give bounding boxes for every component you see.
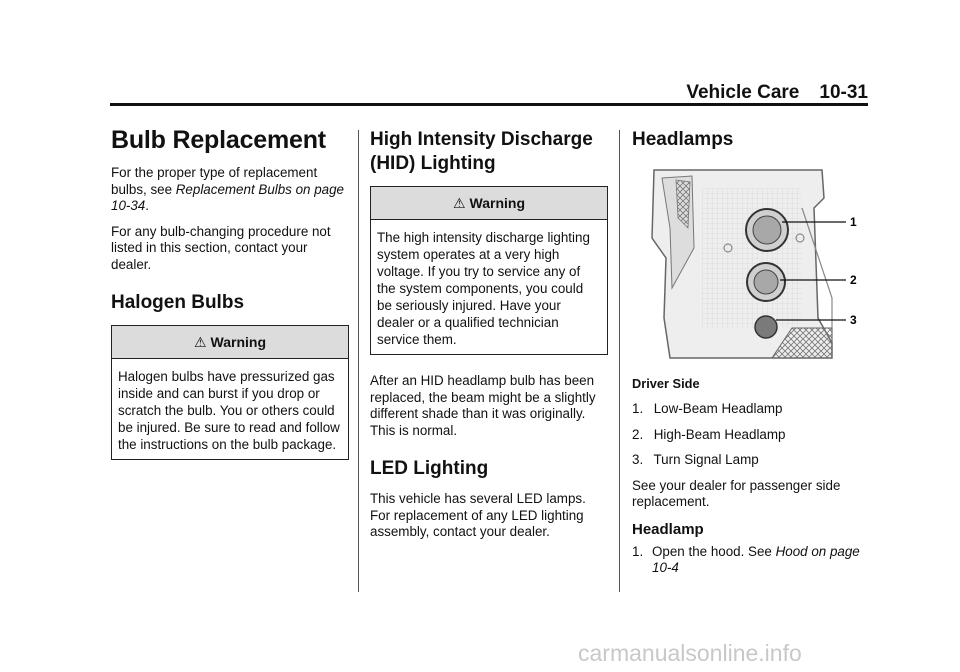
headlamp-subheading: Headlamp bbox=[632, 520, 704, 538]
bulb-procedure-paragraph: For any bulb-changing procedure not listed in this section, contact your dealer. bbox=[111, 223, 331, 272]
item-number: 3. bbox=[632, 452, 644, 467]
text: Open the hood. See bbox=[652, 543, 776, 559]
headlamp-diagram bbox=[632, 168, 868, 368]
warning-label: Warning bbox=[469, 195, 526, 211]
led-lighting-heading: LED Lighting bbox=[370, 458, 489, 479]
text: For the proper type of replacement bulbs, see bbox=[111, 165, 318, 197]
hid-lighting-heading: High Intensity Discharge (HID) Lighting bbox=[370, 129, 593, 174]
callout-3: 3 bbox=[850, 313, 857, 327]
warning-header bbox=[112, 326, 348, 359]
warning-text: The high intensity discharge lighting system operates at a very high voltage. If you try to service any of the system components, you could be seriously injured. Have your dealer or a qualified technician service them. bbox=[377, 230, 590, 347]
led-paragraph: This vehicle has several LED lamps. For replacement of any LED lighting assembly, contact your dealer. bbox=[370, 491, 586, 539]
header-rule bbox=[110, 103, 868, 106]
halogen-warning-box bbox=[111, 325, 349, 460]
halogen-bulbs-heading: Halogen Bulbs bbox=[111, 292, 245, 313]
warning-body bbox=[112, 359, 348, 459]
callout-list bbox=[632, 401, 868, 469]
warning-text: Halogen bulbs have pressurized gas inside and can burst if you drop or scratch the bulb. You or others could be injured. Be sure to read and follow the instructions on the bulb package. bbox=[118, 369, 340, 452]
warning-icon: ⚠ bbox=[193, 335, 207, 351]
figure-caption: Driver Side bbox=[632, 376, 700, 391]
warning-header bbox=[371, 187, 607, 220]
list-item bbox=[632, 427, 868, 444]
bulb-replacement-heading: Bulb Replacement bbox=[111, 126, 326, 154]
step-text bbox=[652, 544, 868, 577]
section-title: Vehicle Care bbox=[686, 82, 800, 103]
watermark: carmanualsonline.info bbox=[578, 640, 802, 666]
warning-body bbox=[371, 220, 607, 354]
text: . bbox=[145, 198, 149, 213]
item-number: 2. bbox=[632, 426, 644, 442]
item-number: 1. bbox=[632, 401, 644, 416]
headlamp-illustration bbox=[632, 168, 868, 368]
warning-icon: ⚠ bbox=[452, 196, 466, 212]
step-number: 1. bbox=[632, 543, 644, 559]
passenger-side-paragraph: See your dealer for passenger side replacement. bbox=[632, 477, 841, 509]
column-divider bbox=[358, 130, 359, 592]
hid-warning-box bbox=[370, 186, 608, 355]
item-label: Turn Signal Lamp bbox=[653, 452, 759, 467]
column-3 bbox=[632, 118, 868, 577]
column-2 bbox=[370, 118, 608, 550]
callout-2: 2 bbox=[850, 273, 857, 287]
callout-1: 1 bbox=[850, 215, 857, 229]
page-number: 10-31 bbox=[819, 82, 868, 103]
warning-label: Warning bbox=[210, 334, 267, 350]
list-item bbox=[632, 401, 868, 418]
column-divider bbox=[619, 130, 620, 592]
column-1 bbox=[111, 118, 349, 472]
item-label: High-Beam Headlamp bbox=[653, 426, 786, 442]
list-item bbox=[632, 452, 868, 469]
bulb-type-paragraph bbox=[111, 165, 349, 215]
replacement-bulbs-link[interactable]: Replacement Bulbs on page 10-34 bbox=[111, 181, 345, 213]
headlamps-heading: Headlamps bbox=[632, 129, 734, 150]
item-label: Low-Beam Headlamp bbox=[653, 401, 783, 416]
step-item bbox=[632, 544, 868, 577]
hood-link[interactable]: Hood on page 10-4 bbox=[652, 543, 860, 575]
hid-shade-paragraph: After an HID headlamp bulb has been replaced, the beam might be a slightly different shade than it was originally. This is normal. bbox=[370, 373, 596, 438]
